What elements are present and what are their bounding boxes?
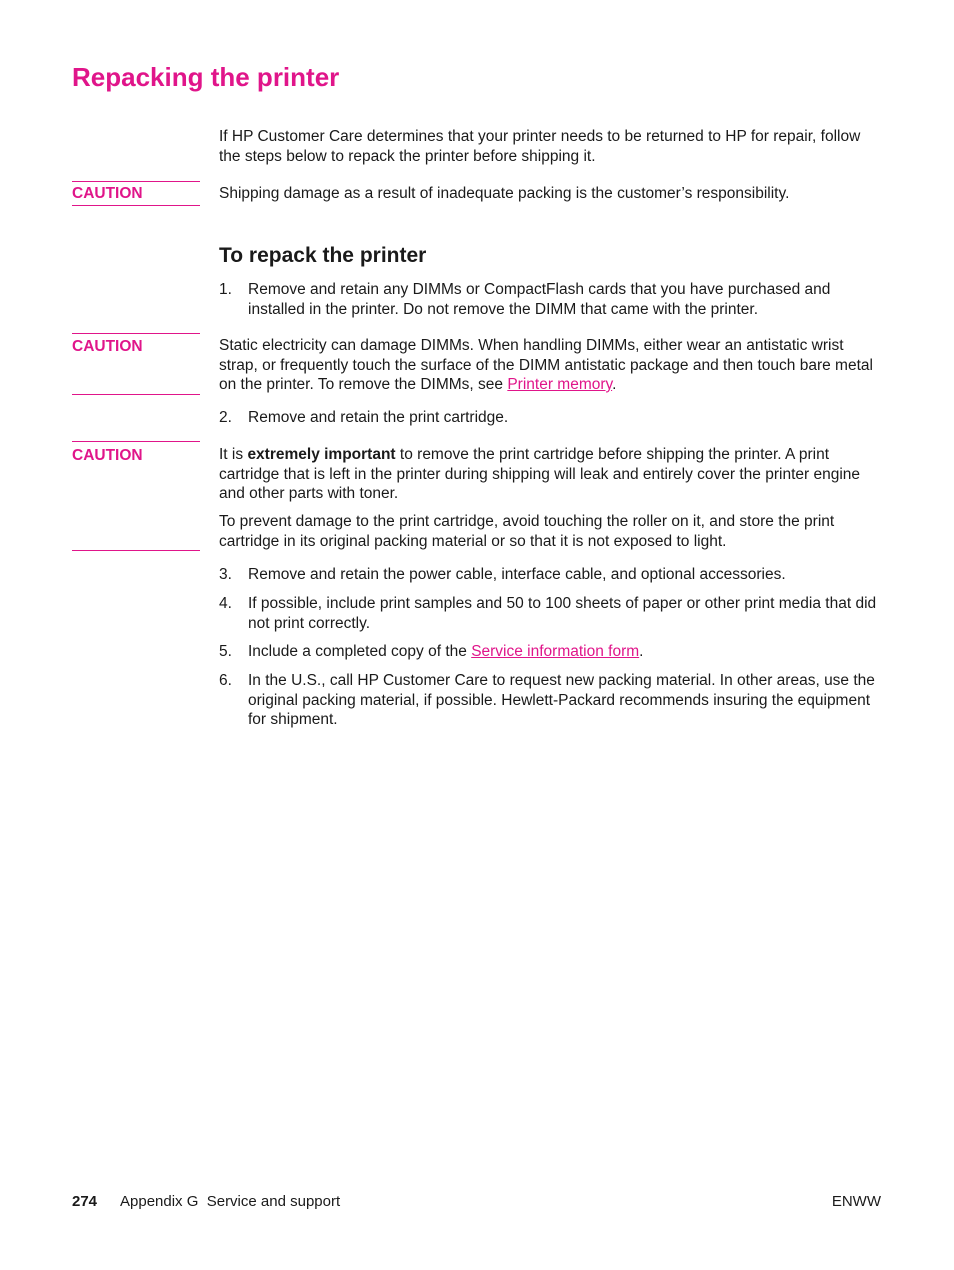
caution-3-text	[219, 445, 879, 504]
list-item	[219, 280, 879, 319]
caution-rule-bottom	[72, 394, 200, 395]
intro-paragraph: If HP Customer Care determines that your printer needs to be returned to HP for repair, follow the steps below to repack the printer before shipping it.	[219, 128, 861, 165]
list-number: 1.	[219, 281, 232, 298]
list-text: In the U.S., call HP Customer Care to request new packing material. In other areas, use the original packing material, if possible. Hewlett-Packard recommends insuring the equipment for shipment.	[248, 672, 875, 728]
subheading: To repack the printer	[219, 244, 427, 267]
footer-section: Appendix G Service and support	[120, 1193, 341, 1210]
list-number: 6.	[219, 672, 232, 689]
service-information-form-link[interactable]: Service information form	[471, 643, 640, 660]
caution-rule-top	[72, 181, 200, 182]
caution-2-body: Static electricity can damage DIMMs. When handling DIMMs, either wear an antistatic wrist strap, or frequently touch the surface of the DIMM antistatic package and then touch bare metal on the printer. To remove the DIMMs, see	[219, 337, 873, 393]
period: .	[612, 376, 617, 393]
page-title: Repacking the printer	[72, 62, 340, 92]
list-number: 3.	[219, 566, 232, 583]
caution-rule-bottom	[72, 550, 200, 551]
caution-3-emphasis: extremely important	[247, 446, 396, 463]
caution-1-text: Shipping damage as a result of inadequate packing is the customer’s responsibility.	[219, 185, 790, 202]
list-text	[248, 642, 879, 662]
footer-code: ENWW	[831, 1193, 881, 1210]
list-item	[219, 565, 879, 585]
period: .	[639, 643, 644, 660]
list-number: 2.	[219, 409, 232, 426]
list-number: 4.	[219, 595, 232, 612]
caution-rule-top	[72, 333, 200, 334]
list-item	[219, 642, 879, 662]
list-item	[219, 594, 879, 633]
caution-3-paragraph-2: To prevent damage to the print cartridge, avoid touching the roller on it, and store the print cartridge in its original packing material or so that it is not exposed to light.	[219, 513, 835, 550]
caution-label: CAUTION	[72, 185, 143, 202]
list-text: Remove and retain the print cartridge.	[248, 409, 509, 426]
caution-rule-top	[72, 441, 200, 442]
caution-2-text	[219, 336, 879, 395]
list-text: If possible, include print samples and 50 to 100 sheets of paper or other print media that did not print correctly.	[248, 595, 877, 632]
list-text: Remove and retain any DIMMs or CompactFlash cards that you have purchased and installed in the printer. Do not remove the DIMM that came with the printer.	[248, 281, 831, 318]
list-item	[219, 408, 879, 428]
list-item	[219, 671, 879, 730]
caution-label: CAUTION	[72, 338, 143, 355]
page-number: 274	[72, 1193, 98, 1210]
caution-rule-bottom	[72, 205, 200, 206]
printer-memory-link[interactable]: Printer memory	[507, 376, 613, 393]
step-5-pre: Include a completed copy of the	[248, 643, 467, 660]
caution-3-pre: It is	[219, 446, 244, 463]
list-text: Remove and retain the power cable, interface cable, and optional accessories.	[248, 566, 786, 583]
list-number: 5.	[219, 643, 232, 660]
caution-label: CAUTION	[72, 447, 143, 464]
caution-3-post: to remove the print cartridge before shipping the printer. A print cartridge that is left in the printer during shipping will leak and entirely cover the printer engine and other parts with toner.	[219, 446, 861, 502]
